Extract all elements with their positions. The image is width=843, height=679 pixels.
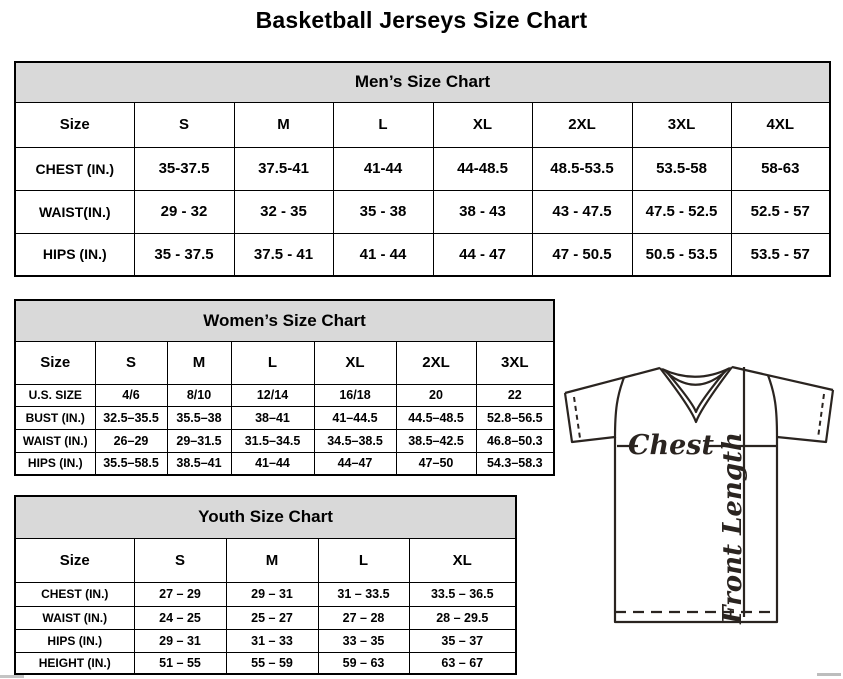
- measurement-cell: 44–47: [314, 452, 396, 475]
- table-row: [15, 406, 554, 429]
- measurement-cell: 28 – 29.5: [409, 606, 516, 629]
- jersey-outline: [732, 367, 833, 390]
- page-title: Basketball Jerseys Size Chart: [255, 7, 588, 33]
- chest-label: Chest: [628, 430, 714, 461]
- size-col-header: S: [134, 538, 226, 582]
- table-row: [15, 452, 554, 475]
- measurement-cell: 35 – 37: [409, 629, 516, 652]
- measurement-cell: 53.5 - 57: [731, 233, 830, 276]
- front-length-label: Front Length: [718, 432, 748, 624]
- measurement-cell: 16/18: [314, 384, 396, 406]
- table-row: [15, 190, 830, 233]
- measurement-cell: 52.8–56.5: [476, 406, 554, 429]
- size-col-header: 4XL: [731, 102, 830, 147]
- measurement-cell: 38.5–41: [167, 452, 231, 475]
- measurement-cell: 8/10: [167, 384, 231, 406]
- corner-label: Size: [15, 341, 95, 384]
- measurement-cell: 31 – 33: [226, 629, 318, 652]
- row-label: HIPS (IN.): [15, 629, 134, 652]
- measurement-cell: 41–44.5: [314, 406, 396, 429]
- measurement-cell: 48.5-53.5: [532, 147, 632, 190]
- measurement-cell: 35 - 38: [333, 190, 433, 233]
- row-label: WAIST (IN.): [15, 429, 95, 452]
- measurement-cell: 44 - 47: [433, 233, 532, 276]
- mens-size-chart-table: [14, 61, 831, 277]
- measurement-cell: 35 - 37.5: [134, 233, 234, 276]
- womens-size-chart-table: [14, 299, 555, 476]
- horizontal-scrollbar-fragment[interactable]: [817, 673, 841, 676]
- sleeve-cuff-dashed-line: [818, 394, 824, 438]
- sleeve-cuff-dashed-line: [574, 397, 580, 438]
- table-row: [15, 147, 830, 190]
- measurement-cell: 35.5–58.5: [95, 452, 167, 475]
- measurement-cell: 26–29: [95, 429, 167, 452]
- measurement-cell: 47 - 50.5: [532, 233, 632, 276]
- measurement-cell: 32 - 35: [234, 190, 333, 233]
- size-col-header: M: [167, 341, 231, 384]
- size-col-header: XL: [314, 341, 396, 384]
- measurement-cell: 4/6: [95, 384, 167, 406]
- size-col-header: 3XL: [476, 341, 554, 384]
- measurement-cell: 50.5 - 53.5: [632, 233, 731, 276]
- measurement-cell: 27 – 28: [318, 606, 409, 629]
- youth-chart-header: Youth Size Chart: [15, 496, 516, 538]
- measurement-cell: 25 – 27: [226, 606, 318, 629]
- table-row: [15, 606, 516, 629]
- table-row: [15, 629, 516, 652]
- measurement-cell: 24 – 25: [134, 606, 226, 629]
- size-col-header: M: [234, 102, 333, 147]
- row-label: CHEST (IN.): [15, 582, 134, 606]
- row-label: CHEST (IN.): [15, 147, 134, 190]
- measurement-cell: 20: [396, 384, 476, 406]
- measurement-cell: 44.5–48.5: [396, 406, 476, 429]
- measurement-cell: 34.5–38.5: [314, 429, 396, 452]
- measurement-cell: 53.5-58: [632, 147, 731, 190]
- measurement-cell: 29 – 31: [134, 629, 226, 652]
- table-row: [15, 582, 516, 606]
- measurement-cell: 37.5-41: [234, 147, 333, 190]
- measurement-cell: 51 – 55: [134, 652, 226, 674]
- measurement-cell: 29–31.5: [167, 429, 231, 452]
- measurement-cell: 47.5 - 52.5: [632, 190, 731, 233]
- table-row: [15, 384, 554, 406]
- measurement-cell: 37.5 - 41: [234, 233, 333, 276]
- measurement-cell: 54.3–58.3: [476, 452, 554, 475]
- womens-chart-header: Women’s Size Chart: [15, 300, 554, 341]
- row-label: HIPS (IN.): [15, 233, 134, 276]
- size-col-header: S: [95, 341, 167, 384]
- size-col-header: 3XL: [632, 102, 731, 147]
- measurement-cell: 52.5 - 57: [731, 190, 830, 233]
- measurement-cell: 32.5–35.5: [95, 406, 167, 429]
- measurement-cell: 29 – 31: [226, 582, 318, 606]
- measurement-cell: 55 – 59: [226, 652, 318, 674]
- jersey-outline: [565, 368, 660, 393]
- measurement-cell: 33.5 – 36.5: [409, 582, 516, 606]
- measurement-cell: 38–41: [231, 406, 314, 429]
- measurement-cell: 41 - 44: [333, 233, 433, 276]
- youth-size-chart-table: [14, 495, 517, 675]
- size-col-header: 2XL: [532, 102, 632, 147]
- jersey-armhole-seam: [768, 375, 777, 437]
- jersey-sleeve: [565, 393, 615, 442]
- size-col-header: S: [134, 102, 234, 147]
- row-label: BUST (IN.): [15, 406, 95, 429]
- table-row: [15, 233, 830, 276]
- size-col-header: L: [231, 341, 314, 384]
- measurement-cell: 47–50: [396, 452, 476, 475]
- mens-chart-header: Men’s Size Chart: [15, 62, 830, 102]
- row-label: WAIST (IN.): [15, 606, 134, 629]
- table-row: [15, 429, 554, 452]
- measurement-cell: 35-37.5: [134, 147, 234, 190]
- measurement-cell: 44-48.5: [433, 147, 532, 190]
- size-col-header: XL: [409, 538, 516, 582]
- measurement-cell: 59 – 63: [318, 652, 409, 674]
- measurement-cell: 58-63: [731, 147, 830, 190]
- row-label: U.S. SIZE: [15, 384, 95, 406]
- measurement-cell: 43 - 47.5: [532, 190, 632, 233]
- measurement-cell: 41–44: [231, 452, 314, 475]
- row-label: WAIST(IN.): [15, 190, 134, 233]
- measurement-cell: 41-44: [333, 147, 433, 190]
- measurement-cell: 33 – 35: [318, 629, 409, 652]
- size-col-header: 2XL: [396, 341, 476, 384]
- measurement-cell: 29 - 32: [134, 190, 234, 233]
- measurement-cell: 35.5–38: [167, 406, 231, 429]
- measurement-cell: 46.8–50.3: [476, 429, 554, 452]
- jersey-sleeve: [777, 390, 833, 442]
- jersey-body: [615, 437, 777, 622]
- jersey-measurement-diagram: [558, 358, 840, 630]
- measurement-cell: 38 - 43: [433, 190, 532, 233]
- row-label: HEIGHT (IN.): [15, 652, 134, 674]
- measurement-cell: 31.5–34.5: [231, 429, 314, 452]
- measurement-cell: 38.5–42.5: [396, 429, 476, 452]
- jersey-armhole-seam: [615, 378, 624, 439]
- measurement-cell: 63 – 67: [409, 652, 516, 674]
- size-col-header: M: [226, 538, 318, 582]
- size-col-header: XL: [433, 102, 532, 147]
- measurement-cell: 22: [476, 384, 554, 406]
- horizontal-scrollbar-fragment[interactable]: [0, 675, 24, 678]
- corner-label: Size: [15, 102, 134, 147]
- table-row: [15, 652, 516, 674]
- size-col-header: L: [333, 102, 433, 147]
- row-label: HIPS (IN.): [15, 452, 95, 475]
- corner-label: Size: [15, 538, 134, 582]
- measurement-cell: 12/14: [231, 384, 314, 406]
- size-col-header: L: [318, 538, 409, 582]
- measurement-cell: 31 – 33.5: [318, 582, 409, 606]
- measurement-cell: 27 – 29: [134, 582, 226, 606]
